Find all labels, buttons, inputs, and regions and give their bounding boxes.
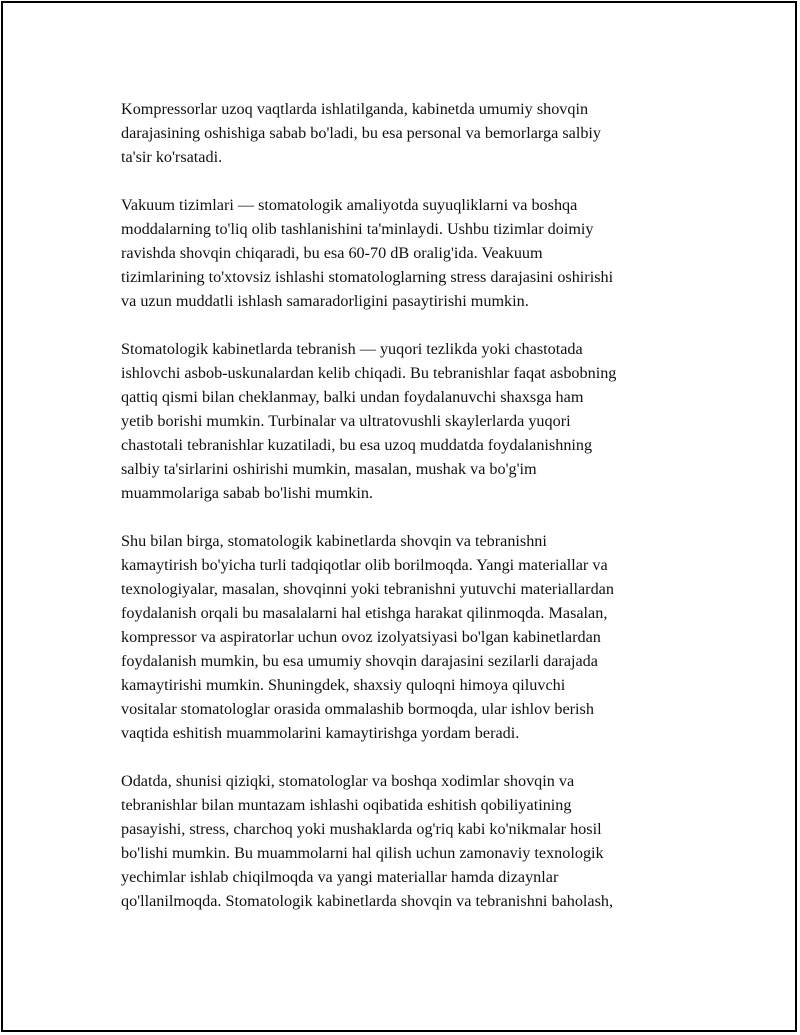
text-line: qo'llanilmoqda. Stomatologik kabinetlarda shovqin va tebranishni baholash, <box>121 892 614 910</box>
text-line: Shu bilan birga, stomatologik kabinetlarda shovqin va tebranishni <box>121 532 547 550</box>
document-body <box>121 97 689 937</box>
text-line: tizimlarining to'xtovsiz ishlashi stomatologlarning stress darajasini oshirishi <box>121 268 614 286</box>
paragraph-2 <box>121 193 689 313</box>
text-line: kamaytirish bo'yicha turli tadqiqotlar olib borilmoqda. Yangi materiallar va <box>121 556 608 574</box>
text-line: ta'sir ko'rsatadi. <box>121 148 223 166</box>
text-line: moddalarning to'liq olib tashlanishini ta'minlaydi. Ushbu tizimlar doimiy <box>121 220 594 238</box>
page-frame <box>1 1 797 1032</box>
paragraph-5 <box>121 769 689 913</box>
paragraph-4 <box>121 529 689 745</box>
text-line: Stomatologik kabinetlarda tebranish — yuqori tezlikda yoki chastotada <box>121 340 583 358</box>
text-line: ravishda shovqin chiqaradi, bu esa 60-70 dB oralig'ida. Veakuum <box>121 244 543 262</box>
paragraph-1 <box>121 97 689 169</box>
text-line: chastotali tebranishlar kuzatiladi, bu esa uzoq muddatda foydalanishning <box>121 436 593 454</box>
text-line: kompressor va aspiratorlar uchun ovoz izolyatsiyasi bo'lgan kabinetlardan <box>121 628 601 646</box>
text-line: tebranishlar bilan muntazam ishlashi oqibatida eshitish qobiliyatining <box>121 796 572 814</box>
text-line: bo'lishi mumkin. Bu muammolarni hal qilish uchun zamonaviy texnologik <box>121 844 604 862</box>
text-line: texnologiyalar, masalan, shovqinni yoki tebranishni yutuvchi materiallardan <box>121 580 614 598</box>
text-line: salbiy ta'sirlarini oshirishi mumkin, masalan, mushak va bo'g'im <box>121 460 537 478</box>
text-line: Odatda, shunisi qiziqki, stomatologlar va boshqa xodimlar shovqin va <box>121 772 575 790</box>
text-line: qattiq qismi bilan cheklanmay, balki undan foydalanuvchi shaxsga ham <box>121 388 584 406</box>
text-line: Kompressorlar uzoq vaqtlarda ishlatilganda, kabinetda umumiy shovqin <box>121 100 589 118</box>
text-line: pasayishi, stress, charchoq yoki mushaklarda og'riq kabi ko'nikmalar hosil <box>121 820 602 838</box>
paragraph-3 <box>121 337 689 505</box>
text-line: yetib borishi mumkin. Turbinalar va ultratovushli skaylerlarda yuqori <box>121 412 571 430</box>
text-line: kamaytirishi mumkin. Shuningdek, shaxsiy quloqni himoya qiluvchi <box>121 676 566 694</box>
text-line: Vakuum tizimlari — stomatologik amaliyotda suyuqliklarni va boshqa <box>121 196 578 214</box>
text-line: yechimlar ishlab chiqilmoqda va yangi materiallar hamda dizaynlar <box>121 868 559 886</box>
text-line: darajasining oshishiga sabab bo'ladi, bu esa personal va bemorlarga salbiy <box>121 124 602 142</box>
text-line: foydalanish orqali bu masalalarni hal etishga harakat qilinmoqda. Masalan, <box>121 604 608 622</box>
text-line: foydalanish mumkin, bu esa umumiy shovqin darajasini sezilarli darajada <box>121 652 598 670</box>
text-line: vaqtida eshitish muammolarini kamaytirishga yordam beradi. <box>121 724 520 742</box>
text-line: ishlovchi asbob-uskunalardan kelib chiqadi. Bu tebranishlar faqat asbobning <box>121 364 617 382</box>
text-line: muammolariga sabab bo'lishi mumkin. <box>121 484 373 502</box>
text-line: va uzun muddatli ishlash samaradorligini pasaytirishi mumkin. <box>121 292 529 310</box>
text-line: vositalar stomatologlar orasida ommalashib bormoqda, ular ishlov berish <box>121 700 594 718</box>
